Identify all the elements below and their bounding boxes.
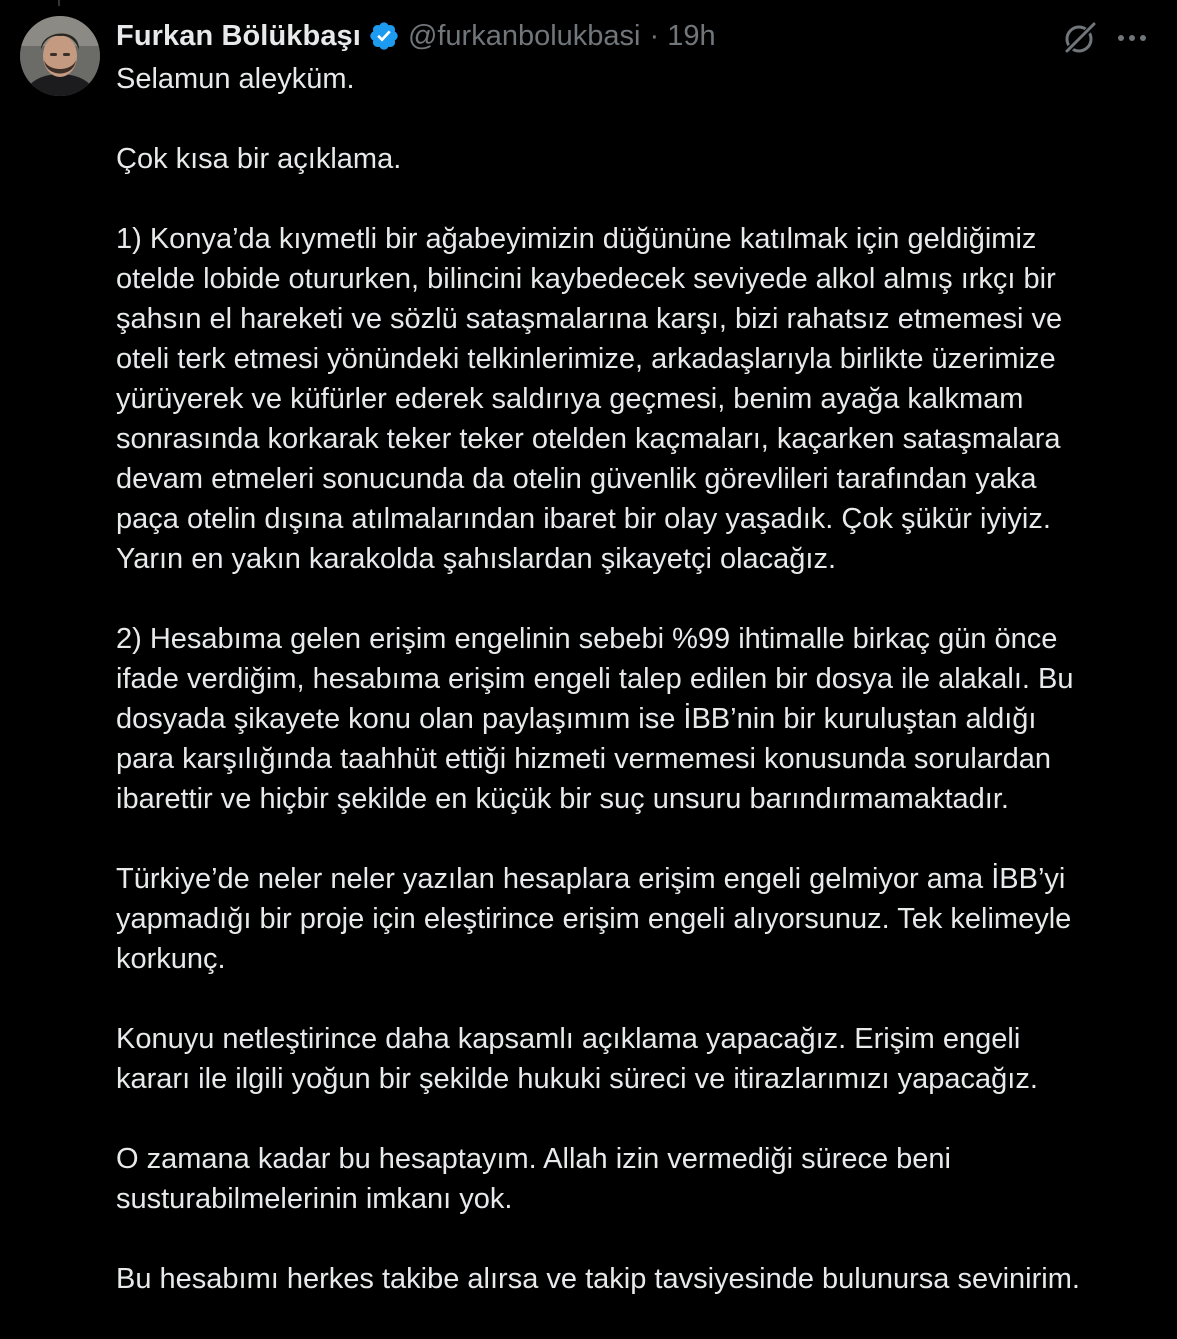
- author-handle[interactable]: @furkanbolukbasi: [407, 19, 641, 52]
- author-name[interactable]: Furkan Bölükbaşı: [116, 19, 361, 52]
- text-line: 2) Hesabıma gelen erişim engelinin sebebi %99 ihtimalle birkaç gün önce: [116, 623, 1058, 655]
- text-line: Bu hesabımı herkes takibe alırsa ve takip tavsiyesinde bulunursa sevinirim.: [116, 1263, 1080, 1295]
- text-line: kararı ile ilgili yoğun bir şekilde hukuki süreci ve itirazlarımızı yapacağız.: [116, 1063, 1038, 1095]
- separator-dot: ·: [649, 19, 660, 52]
- text-line: Selamun aleyküm.: [116, 63, 355, 95]
- text-line: otelde lobide otururken, bilincini kaybedecek seviyede alkol almış ırkçı bir: [116, 263, 1056, 295]
- thread-connector: [58, 0, 60, 6]
- avatar-photo: [20, 16, 100, 96]
- verified-badge-icon[interactable]: [368, 20, 400, 52]
- text-line: oteli terk etmesi yönündeki telkinlerimize, arkadaşlarıyla birlikte üzerimize: [116, 343, 1056, 375]
- more-horizontal-icon[interactable]: [1110, 18, 1154, 58]
- text-line: ifade verdiğim, hesabıma erişim engeli talep edilen bir dosya ile alakalı. Bu: [116, 663, 1074, 695]
- text-line: Konuyu netleştirince daha kapsamlı açıklama yapacağız. Erişim engeli: [116, 1023, 1021, 1055]
- text-line: dosyada şikayete konu olan paylaşımım ise İBB’nin bir kuruluştan aldığı: [116, 703, 1037, 735]
- paragraph-point-1: [116, 219, 1156, 579]
- text-line: ibarettir ve hiçbir şekilde en küçük bir suç unsuru barındırmamaktadır.: [116, 783, 1009, 815]
- timestamp[interactable]: 19h: [667, 19, 716, 52]
- text-line: sonrasında korkarak teker teker otelden kaçmaları, kaçarken sataşmalara: [116, 423, 1061, 455]
- text-line: paça otelin dışına atılmalarından ibaret bir olay yaşadık. Çok şükür iyiyiz.: [116, 503, 1051, 535]
- text-line: susturabilmelerinin imkanı yok.: [116, 1183, 513, 1215]
- paragraph-greeting: [116, 59, 1156, 99]
- paragraph-resolve: [116, 1139, 1156, 1219]
- paragraph-closing: [116, 1259, 1156, 1299]
- text-line: para karşılığında taahhüt ettiği hizmeti vermemesi konusunda sorulardan: [116, 743, 1051, 775]
- text-line: Türkiye’de neler neler yazılan hesaplara erişim engeli gelmiyor ama İBB’yi: [116, 863, 1066, 895]
- text-line: devam etmeleri sonucunda da otelin güvenlik görevlileri tarafından yaka: [116, 463, 1037, 495]
- avatar[interactable]: [20, 16, 100, 96]
- text-line: Yarın en yakın karakolda şahıslardan şikayetçi olacağız.: [116, 543, 837, 575]
- text-line: korkunç.: [116, 943, 226, 975]
- paragraph-intro: [116, 139, 1156, 179]
- paragraph-next-steps: [116, 1019, 1156, 1099]
- grok-icon[interactable]: [1060, 18, 1100, 58]
- text-line: Çok kısa bir açıklama.: [116, 143, 402, 175]
- tweet-text: [116, 59, 1156, 1339]
- text-line: O zamana kadar bu hesaptayım. Allah izin vermediği sürece beni: [116, 1143, 951, 1175]
- text-line: yapmadığı bir proje için eleştirince erişim engeli alıyorsunuz. Tek kelimeyle: [116, 903, 1072, 935]
- tweet-header: [116, 14, 716, 58]
- paragraph-criticism: [116, 859, 1156, 979]
- text-line: şahsın el hareketi ve sözlü sataşmalarına karşı, bizi rahatsız etmemesi ve: [116, 303, 1063, 335]
- text-line: 1) Konya’da kıymetli bir ağabeyimizin düğününe katılmak için geldiğimiz: [116, 223, 1037, 255]
- paragraph-point-2: [116, 619, 1156, 819]
- text-line: yürüyerek ve küfürler ederek saldırıya geçmesi, benim ayağa kalkmam: [116, 383, 1024, 415]
